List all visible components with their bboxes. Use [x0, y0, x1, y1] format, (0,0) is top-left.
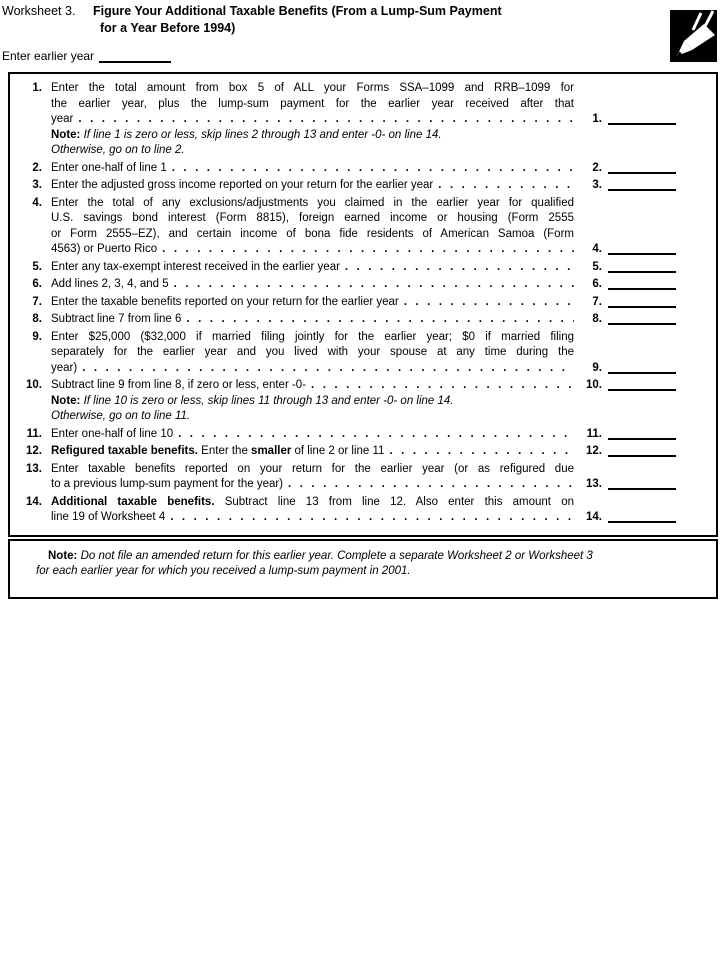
worksheet-line	[12, 161, 716, 177]
earlier-year-input-line[interactable]	[99, 60, 171, 63]
entry-blank-line-11[interactable]	[608, 437, 676, 440]
line-text	[51, 112, 574, 128]
line-number: 11.	[26, 427, 42, 440]
line-text	[51, 242, 574, 258]
entry-blank-line-12[interactable]	[608, 454, 676, 457]
line-number: 5.	[32, 260, 42, 273]
line-text	[51, 477, 574, 493]
text-segment: U.S. savings bond interest (Form 8815), foreign earned income or housing (Form 2555	[51, 212, 574, 224]
text-segment: Enter $25,000 ($32,000 if married filing jointly for the earlier year; $0 if married filing	[51, 330, 574, 343]
line-text	[51, 128, 574, 144]
entry-area	[574, 510, 716, 526]
worksheet-title	[93, 3, 502, 37]
entry-blank-line-5[interactable]	[608, 270, 676, 273]
line-text-content	[51, 312, 181, 328]
text-segment: Do not file an amended return for this earlier year. Complete a separate Worksheet 2 or Worksheet 3	[77, 549, 593, 562]
entry-area	[574, 277, 716, 293]
line-text	[51, 211, 574, 227]
worksheet-line	[12, 112, 716, 128]
entry-blank-line-1[interactable]	[608, 122, 676, 125]
dot-leader	[162, 242, 574, 258]
line-text-content	[51, 394, 454, 410]
line-number: 13.	[26, 462, 42, 475]
text-segment: year)	[51, 361, 78, 374]
footer-note-line	[10, 564, 708, 580]
dot-leader	[82, 361, 574, 377]
line-text-content	[51, 112, 73, 128]
entry-area	[574, 260, 716, 276]
line-text	[51, 444, 574, 460]
line-text-content	[51, 97, 574, 113]
entry-blank-line-4[interactable]	[608, 252, 676, 255]
dot-leader	[170, 510, 574, 526]
dot-leader	[438, 178, 574, 194]
worksheet-item-11	[12, 427, 716, 443]
worksheet-line	[12, 427, 716, 443]
text-segment: Subtract line 13 from line 12. Also enter this amount on	[214, 495, 574, 508]
text-segment: Enter one-half of line 1	[51, 161, 167, 174]
worksheet-header	[0, 0, 721, 63]
text-segment: If line 10 is zero or less, skip lines 11 through 13 and enter -0- on line 14.	[80, 394, 454, 407]
line-text	[51, 277, 574, 293]
line-text	[51, 312, 574, 328]
line-number: 6.	[32, 278, 42, 290]
text-segment: Enter the adjusted gross income reported on your return for the earlier year	[51, 179, 434, 191]
line-text-content	[51, 378, 306, 394]
dot-leader	[172, 161, 574, 177]
line-number: 2.	[32, 161, 42, 174]
dot-leader	[404, 295, 574, 311]
text-segment: year	[51, 113, 74, 125]
footer-note-box	[8, 539, 718, 599]
entry-line-number: 6.	[592, 278, 602, 290]
dot-leader	[345, 260, 574, 276]
text-segment: Note:	[51, 128, 81, 141]
worksheet-item-2	[12, 161, 716, 177]
entry-line-number: 8.	[592, 313, 602, 325]
line-text-content	[51, 277, 169, 293]
earlier-year-label: Enter earlier year	[2, 49, 95, 63]
text-segment: Enter the total amount from box 5 of ALL your Forms SSA–1099 and RRB–1099 for	[51, 82, 574, 94]
line-text	[51, 462, 574, 478]
line-text-content	[51, 477, 283, 493]
line-text-content	[51, 227, 574, 243]
worksheet-line	[12, 462, 716, 478]
worksheet-line	[12, 378, 716, 394]
text-segment: Subtract line 9 from line 8, if zero or less, enter -0-	[51, 379, 307, 391]
entry-line-number: 10.	[586, 379, 602, 391]
text-segment: Enter the total of any exclusions/adjustments you claimed in the earlier year for qualified	[51, 196, 574, 209]
line-text-content	[51, 143, 185, 159]
text-segment: of line 2 or line 11	[291, 445, 385, 457]
entry-area	[574, 361, 716, 377]
entry-blank-line-8[interactable]	[608, 322, 676, 325]
text-segment: to a previous lump-sum payment for the year)	[51, 478, 284, 490]
worksheet-item-1	[12, 81, 716, 159]
line-number: 10.	[26, 379, 42, 391]
dot-leader	[174, 277, 574, 293]
text-segment: Otherwise, go on to line 2.	[51, 144, 185, 156]
entry-line-number: 11.	[586, 427, 602, 440]
entry-line-number: 2.	[592, 161, 602, 174]
line-text	[51, 409, 574, 425]
entry-area	[574, 178, 716, 194]
entry-blank-line-14[interactable]	[608, 520, 676, 523]
line-text	[51, 378, 574, 394]
line-text	[51, 361, 574, 377]
worksheet-box	[8, 72, 718, 537]
text-segment: Enter one-half of line 10	[51, 427, 174, 440]
title-row	[2, 3, 721, 37]
line-text	[51, 427, 574, 443]
entry-line-number: 1.	[592, 113, 602, 125]
entry-line-number: 5.	[592, 260, 602, 273]
worksheet-line	[12, 277, 716, 293]
line-text-content	[51, 260, 340, 276]
entry-area	[574, 477, 716, 493]
text-segment: Subtract line 7 from line 6	[51, 313, 182, 325]
line-text-content	[51, 495, 574, 511]
entry-area	[574, 444, 716, 460]
line-text	[51, 81, 574, 97]
line-text	[51, 394, 574, 410]
line-text-content	[51, 178, 433, 194]
text-segment: If line 1 is zero or less, skip lines 2 through 13 and enter -0- on line 14.	[80, 128, 442, 141]
worksheet-line	[12, 495, 716, 511]
entry-line-number: 3.	[592, 179, 602, 191]
worksheet-line	[12, 345, 716, 361]
entry-area	[574, 378, 716, 394]
line-number: 12.	[26, 445, 42, 457]
worksheet-line	[12, 242, 716, 258]
text-segment: Enter taxable benefits reported on your return for the earlier year (or as refigured due	[51, 462, 574, 475]
text-segment: the earlier year, plus the lump-sum payment for the earlier year received after that	[51, 97, 574, 110]
entry-line-number: 12.	[586, 445, 602, 457]
entry-line-number: 9.	[592, 361, 602, 374]
worksheet-item-4	[12, 196, 716, 258]
line-number: 7.	[32, 295, 42, 308]
worksheet-line	[12, 196, 716, 212]
dot-leader	[311, 378, 574, 394]
text-segment: smaller	[251, 445, 292, 457]
worksheet-item-9	[12, 330, 716, 377]
line-text-content	[51, 330, 574, 346]
worksheet-line	[12, 444, 716, 460]
entry-area	[574, 295, 716, 311]
worksheet-line	[12, 312, 716, 328]
text-segment: Enter the taxable benefits reported on your return for the earlier year	[51, 295, 399, 308]
entry-blank-line-13[interactable]	[608, 487, 676, 490]
worksheet-item-6	[12, 277, 716, 293]
entry-area	[574, 312, 716, 328]
entry-area	[574, 242, 716, 258]
entry-area	[574, 112, 716, 128]
line-text-content	[51, 462, 574, 478]
worksheet-line	[12, 409, 716, 425]
earlier-year-row	[2, 49, 721, 63]
worksheet-line	[12, 510, 716, 526]
text-segment: for each earlier year for which you received a lump-sum payment in 2001.	[36, 565, 411, 577]
worksheet-label: Worksheet 3.	[2, 4, 76, 18]
line-text-content	[51, 444, 384, 460]
worksheet-line	[12, 477, 716, 493]
line-text	[51, 178, 574, 194]
worksheet-item-5	[12, 260, 716, 276]
dot-leader	[178, 427, 574, 443]
line-text	[51, 495, 574, 511]
entry-blank-line-9[interactable]	[608, 371, 676, 374]
title-line-1: Figure Your Additional Taxable Benefits (From a Lump-Sum Payment	[93, 4, 502, 18]
text-segment: 4563) or Puerto Rico	[51, 243, 158, 255]
text-segment: or Form 2555–EZ), and certain income of bona fide residents of American Samoa (Form	[51, 227, 574, 240]
text-segment: Enter any tax-exempt interest received in the earlier year	[51, 260, 340, 273]
line-text	[51, 143, 574, 159]
worksheet-item-7	[12, 295, 716, 311]
worksheet-item-3	[12, 178, 716, 194]
line-text-content	[51, 427, 173, 443]
line-number: 9.	[32, 330, 42, 343]
footer-note-line	[10, 549, 708, 565]
line-number: 8.	[32, 313, 42, 325]
line-text	[51, 161, 574, 177]
dot-leader	[288, 477, 574, 493]
line-text	[51, 227, 574, 243]
dot-leader	[186, 312, 574, 328]
line-text-content	[51, 242, 157, 258]
line-text	[51, 260, 574, 276]
entry-line-number: 7.	[592, 295, 602, 308]
worksheet-line	[12, 295, 716, 311]
line-text-content	[51, 128, 442, 144]
line-text-content	[51, 81, 574, 97]
text-segment: Otherwise, go on to line 11.	[51, 410, 191, 422]
text-segment: Note:	[51, 394, 81, 407]
line-number: 3.	[32, 179, 42, 191]
dot-leader	[78, 112, 574, 128]
entry-blank-line-2[interactable]	[608, 171, 676, 174]
line-text	[51, 196, 574, 212]
entry-line-number: 4.	[592, 243, 602, 255]
line-number: 14.	[26, 495, 42, 508]
worksheet-line	[12, 128, 716, 144]
dot-leader	[389, 444, 574, 460]
entry-area	[574, 161, 716, 177]
worksheet-line	[12, 178, 716, 194]
line-text-content	[51, 295, 399, 311]
worksheet-line	[12, 330, 716, 346]
worksheet-item-12	[12, 444, 716, 460]
line-text-content	[51, 211, 574, 227]
worksheet-line	[12, 143, 716, 159]
line-text-content	[51, 510, 165, 526]
line-text-content	[51, 161, 167, 177]
text-segment: Additional taxable benefits.	[51, 495, 215, 508]
worksheet-item-14	[12, 495, 716, 526]
line-text	[51, 345, 574, 361]
worksheet-item-8	[12, 312, 716, 328]
worksheet-item-10	[12, 378, 716, 425]
line-text	[51, 510, 574, 526]
pencil-icon	[670, 10, 717, 62]
worksheet-item-13	[12, 462, 716, 493]
worksheet-line	[12, 227, 716, 243]
footer-note-body	[10, 549, 708, 580]
line-text	[51, 97, 574, 113]
line-text-content	[51, 409, 190, 425]
line-number: 4.	[32, 196, 42, 209]
line-text-content	[51, 196, 574, 212]
worksheet-line	[12, 394, 716, 410]
worksheet-line	[12, 361, 716, 377]
line-text	[51, 295, 574, 311]
text-segment: separately for the earlier year and you lived with your spouse at any time during the	[51, 346, 574, 358]
worksheet-line	[12, 81, 716, 97]
text-segment: Note:	[48, 549, 78, 562]
worksheet-body	[12, 81, 716, 526]
line-text-content	[51, 345, 574, 361]
worksheet-line	[12, 260, 716, 276]
worksheet-line	[12, 211, 716, 227]
entry-blank-line-6[interactable]	[608, 287, 676, 290]
entry-line-number: 13.	[586, 478, 602, 490]
entry-area	[574, 427, 716, 443]
line-text-content	[51, 361, 77, 377]
line-text	[51, 330, 574, 346]
text-segment: Add lines 2, 3, 4, and 5	[51, 278, 169, 290]
entry-blank-line-7[interactable]	[608, 305, 676, 308]
worksheet-line	[12, 97, 716, 113]
entry-blank-line-3[interactable]	[608, 188, 676, 191]
line-number: 1.	[32, 82, 42, 94]
text-segment: line 19 of Worksheet 4	[51, 511, 166, 523]
entry-blank-line-10[interactable]	[608, 388, 676, 391]
title-line-2: for a Year Before 1994)	[100, 21, 236, 35]
entry-line-number: 14.	[586, 511, 602, 523]
text-segment: Refigured taxable benefits.	[51, 445, 198, 457]
text-segment: Enter the	[197, 445, 252, 457]
